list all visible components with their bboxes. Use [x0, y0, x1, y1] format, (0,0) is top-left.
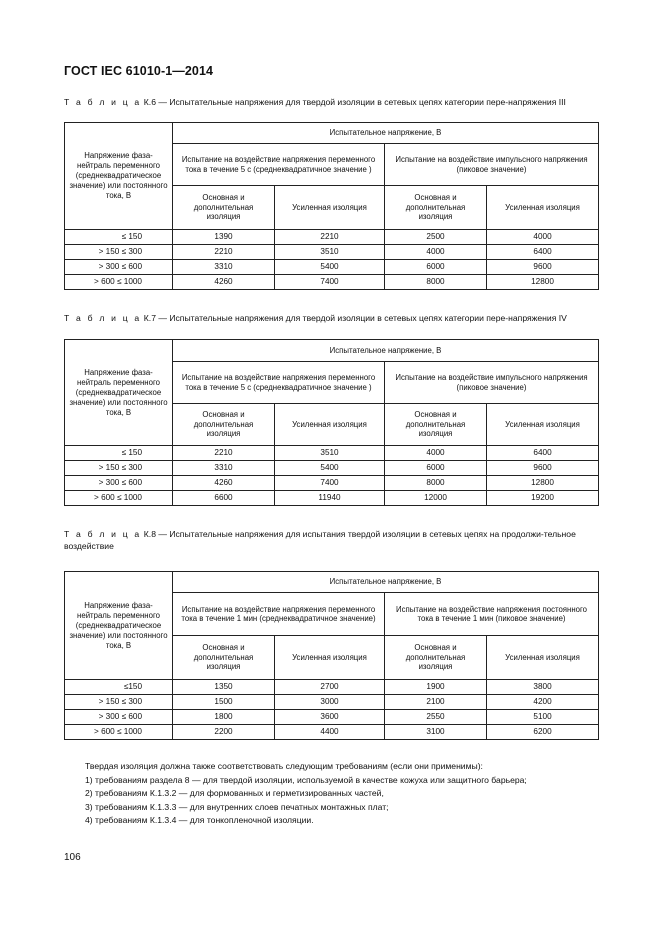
cell: 4000	[385, 245, 487, 260]
cell: > 300 ≤ 600	[65, 260, 173, 275]
table-row	[65, 275, 599, 290]
group-header-dc: Испытание на воздействие напряжения постоянного тока в течение 1 мин (пиковое значение)	[385, 593, 599, 636]
cell: 9600	[487, 461, 599, 476]
cell: 3000	[275, 695, 385, 710]
cell: 3510	[275, 446, 385, 461]
cell: 4200	[487, 695, 599, 710]
table-row	[65, 446, 599, 461]
cell: 2210	[173, 245, 275, 260]
cell: 11940	[275, 491, 385, 506]
sub-header-basic: Основная и дополнительная изоляция	[385, 636, 487, 680]
sub-header-reinforced: Усиленная изоляция	[275, 404, 385, 446]
cell: 4260	[173, 275, 275, 290]
cell: 6400	[487, 446, 599, 461]
cell: 2500	[385, 230, 487, 245]
cell: 2550	[385, 710, 487, 725]
cell: > 150 ≤ 300	[65, 245, 173, 260]
group-header-ac: Испытание на воздействие напряжения переменного тока в течение 5 с (среднеквадратичное значение )	[173, 362, 385, 404]
cell: 3510	[275, 245, 385, 260]
top-header: Испытательное напряжение, В	[173, 572, 599, 593]
cell: 1800	[173, 710, 275, 725]
cell: 9600	[487, 260, 599, 275]
table-row	[65, 260, 599, 275]
cell: 2700	[275, 680, 385, 695]
cell: 2200	[173, 725, 275, 740]
cell: 5400	[275, 461, 385, 476]
cell: 3100	[385, 725, 487, 740]
sub-header-basic: Основная и дополнительная изоляция	[385, 186, 487, 230]
table-k7-caption	[64, 312, 600, 324]
table-row	[65, 725, 599, 740]
cell: 8000	[385, 275, 487, 290]
table-k7	[64, 339, 599, 506]
sub-header-reinforced: Усиленная изоляция	[487, 404, 599, 446]
sub-header-reinforced: Усиленная изоляция	[487, 636, 599, 680]
table-row	[65, 461, 599, 476]
cell: 8000	[385, 476, 487, 491]
sub-header-reinforced: Усиленная изоляция	[275, 636, 385, 680]
cell: 1350	[173, 680, 275, 695]
cell: 12800	[487, 476, 599, 491]
requirements-text	[64, 760, 600, 828]
caption-label: Т а б л и ц а	[64, 97, 142, 107]
cell: 2210	[173, 446, 275, 461]
sub-header-basic: Основная и дополнительная изоляция	[173, 404, 275, 446]
stub-header: Напряжение фаза-нейтраль переменного (среднеквадратическое значение) или постоянного тока, В	[65, 572, 173, 680]
cell: 6400	[487, 245, 599, 260]
table-k6-caption	[64, 96, 600, 108]
table-row	[65, 710, 599, 725]
cell: > 600 ≤ 1000	[65, 725, 173, 740]
cell: 4000	[385, 446, 487, 461]
table-k8	[64, 571, 599, 740]
list-item: 1) требованиям раздела 8 — для твердой изоляции, используемой в качестве кожуха или защитного барьера;	[85, 774, 527, 785]
group-header-impulse: Испытание на воздействие импульсного напряжения (пиковое значение)	[385, 362, 599, 404]
stub-header: Напряжение фаза-нейтраль переменного (среднеквадратическое значение) или постоянного тока, В	[65, 123, 173, 230]
cell: 3310	[173, 260, 275, 275]
cell: ≤ 150	[65, 230, 173, 245]
cell: 4400	[275, 725, 385, 740]
cell: ≤150	[65, 680, 173, 695]
top-header: Испытательное напряжение, В	[173, 340, 599, 362]
cell: 19200	[487, 491, 599, 506]
cell: > 600 ≤ 1000	[65, 275, 173, 290]
caption-text: К.7 — Испытательные напряжения для твердой изоляции в сетевых цепях категории пере-напряжения IV	[141, 313, 567, 323]
cell: 6200	[487, 725, 599, 740]
table-row	[65, 491, 599, 506]
table-row	[65, 245, 599, 260]
cell: 3800	[487, 680, 599, 695]
cell: 2100	[385, 695, 487, 710]
cell: ≤ 150	[65, 446, 173, 461]
table-row	[65, 680, 599, 695]
cell: 4260	[173, 476, 275, 491]
cell: 2210	[275, 230, 385, 245]
cell: 12800	[487, 275, 599, 290]
sub-header-reinforced: Усиленная изоляция	[275, 186, 385, 230]
page-number: 106	[64, 852, 81, 863]
sub-header-reinforced: Усиленная изоляция	[487, 186, 599, 230]
cell: 6000	[385, 461, 487, 476]
cell: 1900	[385, 680, 487, 695]
caption-text: К.8 — Испытательные напряжения для испытания твердой изоляции в сетевых цепях на продолжи-тельное воздействие	[64, 529, 576, 551]
table-row	[65, 476, 599, 491]
cell: 7400	[275, 476, 385, 491]
caption-label: Т а б л и ц а	[64, 313, 142, 323]
list-item: 3) требованиям К.1.3.3 — для внутренних слоев печатных монтажных плат;	[85, 801, 389, 812]
top-header: Испытательное напряжение, В	[173, 123, 599, 144]
cell: 5100	[487, 710, 599, 725]
cell: 3600	[275, 710, 385, 725]
table-k8-caption	[64, 528, 600, 552]
cell: 7400	[275, 275, 385, 290]
table-row	[65, 695, 599, 710]
table-row	[65, 230, 599, 245]
cell: 6600	[173, 491, 275, 506]
cell: 4000	[487, 230, 599, 245]
group-header-ac: Испытание на воздействие напряжения переменного тока в течение 1 мин (среднеквадратичное значение)	[173, 593, 385, 636]
stub-header: Напряжение фаза-нейтраль переменного (среднеквадратическое значение) или постоянного тока, В	[65, 340, 173, 446]
list-item: 2) требованиям К.1.3.2 — для формованных и герметизированных частей,	[85, 788, 384, 799]
caption-label: Т а б л и ц а	[64, 529, 142, 539]
cell: > 150 ≤ 300	[65, 461, 173, 476]
caption-text: К.6 — Испытательные напряжения для твердой изоляции в сетевых цепях категории пере-напряжения III	[141, 97, 566, 107]
cell: > 600 ≤ 1000	[65, 491, 173, 506]
cell: 1500	[173, 695, 275, 710]
cell: 6000	[385, 260, 487, 275]
cell: 12000	[385, 491, 487, 506]
list-item: 4) требованиям К.1.3.4 — для тонкопленочной изоляции.	[85, 815, 314, 826]
paragraph: Твердая изоляция должна также соответствовать следующим требованиям (если они применимы):	[85, 761, 483, 771]
cell: > 300 ≤ 600	[65, 476, 173, 491]
table-k6	[64, 122, 599, 290]
cell: 5400	[275, 260, 385, 275]
cell: > 150 ≤ 300	[65, 695, 173, 710]
document-title: ГОСТ IEC 61010-1—2014	[64, 64, 214, 78]
cell: 1390	[173, 230, 275, 245]
cell: > 300 ≤ 600	[65, 710, 173, 725]
cell: 3310	[173, 461, 275, 476]
group-header-impulse: Испытание на воздействие импульсного напряжения (пиковое значение)	[385, 144, 599, 186]
sub-header-basic: Основная и дополнительная изоляция	[385, 404, 487, 446]
group-header-ac: Испытание на воздействие напряжения переменного тока в течение 5 с (среднеквадратичное значение )	[173, 144, 385, 186]
sub-header-basic: Основная и дополнительная изоляция	[173, 186, 275, 230]
sub-header-basic: Основная и дополнительная изоляция	[173, 636, 275, 680]
